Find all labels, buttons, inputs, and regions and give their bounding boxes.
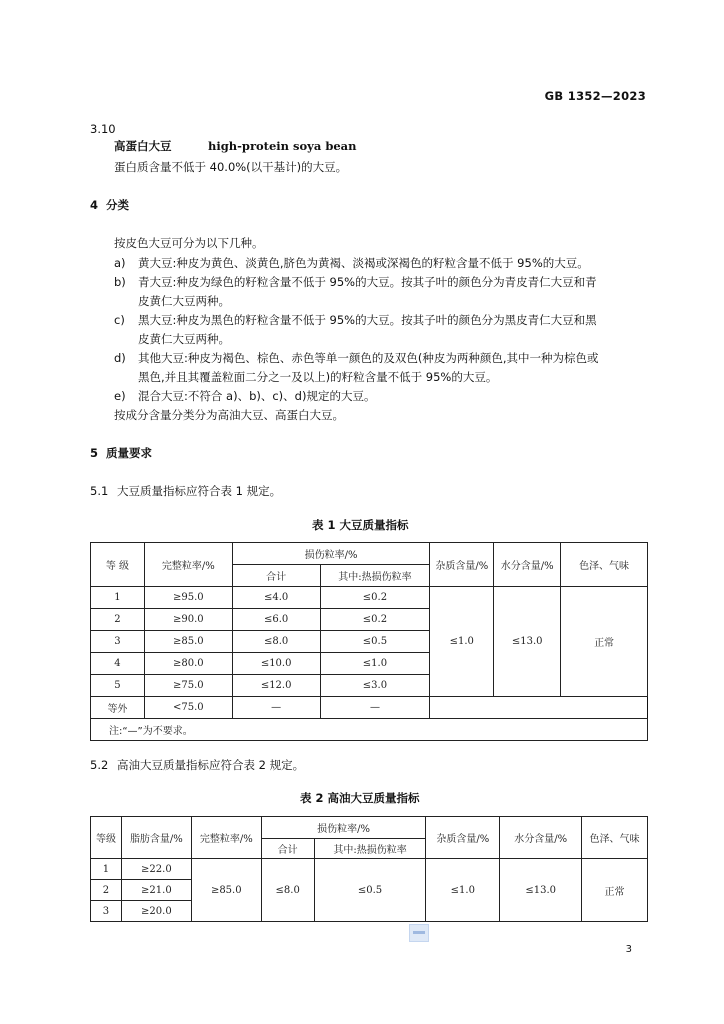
impurity-cell: ≤1.0 [430,587,494,697]
table-2-caption: 表 2 高油大豆质量指标 [300,791,420,805]
complete-cell: ≥90.0 [144,609,232,631]
page-number: 3 [625,944,632,955]
term-definition: 蛋白质含量不低于 40.0%(以干基计)的大豆。 [114,160,348,174]
table-row [91,697,648,719]
header-impurity: 杂质含量/% [426,817,500,859]
color-odor-cell: 正常 [561,587,648,697]
complete-cell: ≥80.0 [144,653,232,675]
header-color-odor: 色泽、气味 [582,817,648,859]
clause-5-2-number: 5.2 [90,758,109,772]
classification-outro: 按成分含量分类分为高油大豆、高蛋白大豆。 [114,408,344,422]
table-1-caption: 表 1 大豆质量指标 [312,518,409,532]
complete-cell: ≥95.0 [144,587,232,609]
table-row [91,587,648,609]
item-c-label: c) [114,313,125,327]
item-d-text: 其他大豆:种皮为褐色、棕色、赤色等单一颜色的及双色(种皮为两种颜色,其中一种为棕色或 [138,351,599,365]
header-damaged-rate: 损伤粒率/% [232,543,430,565]
clause-5-2-text: 高油大豆质量指标应符合表 2 规定。 [117,758,305,772]
heat-cell: ≤0.2 [320,609,430,631]
heat-cell: ≤0.5 [314,859,426,922]
heat-cell: — [320,697,430,719]
grade-cell: 1 [91,587,145,609]
total-cell: ≤8.0 [261,859,314,922]
scan-mark-icon [409,924,429,942]
header-impurity: 杂质含量/% [430,543,494,587]
complete-cell: ≥85.0 [191,859,261,922]
section-5-title: 质量要求 [106,446,152,460]
standard-code: GB 1352—2023 [544,89,646,103]
heat-cell: ≤0.2 [320,587,430,609]
header-complete-rate: 完整粒率/% [144,543,232,587]
total-cell: ≤4.0 [232,587,320,609]
item-e-label: e) [114,389,126,403]
clause-5-1-number: 5.1 [90,484,109,498]
grade-cell: 2 [91,609,145,631]
header-moisture: 水分含量/% [500,817,582,859]
table-row [91,859,648,880]
total-cell: ≤6.0 [232,609,320,631]
heat-cell: ≤0.5 [320,631,430,653]
grade-cell: 2 [91,880,122,901]
header-damaged-total: 合计 [232,565,320,587]
grade-cell: 3 [91,631,145,653]
section-5-number: 5 [90,446,99,460]
item-b-label: b) [114,275,126,289]
total-cell: — [232,697,320,719]
header-heat-damaged: 其中:热损伤粒率 [320,565,430,587]
fat-cell: ≥20.0 [121,901,191,922]
color-odor-cell: 正常 [582,859,648,922]
header-damaged-total: 合计 [261,839,314,859]
heat-cell: ≤1.0 [320,653,430,675]
complete-cell: ≥85.0 [144,631,232,653]
clause-5-1-text: 大豆质量指标应符合表 1 规定。 [117,484,282,498]
item-d-text-cont: 黑色,并且其覆盖粒面二分之一及以上)的籽粒含量不低于 95%的大豆。 [138,370,498,384]
term-english: high-protein soya bean [208,139,357,153]
complete-cell: <75.0 [144,697,232,719]
heat-cell: ≤3.0 [320,675,430,697]
high-oil-soybean-table [90,816,648,922]
header-damaged-rate: 损伤粒率/% [261,817,426,839]
item-b-text: 青大豆:种皮为绿色的籽粒含量不低于 95%的大豆。按其子叶的颜色分为青皮青仁大豆和青 [138,275,597,289]
header-complete-rate: 完整粒率/% [191,817,261,859]
grade-cell: 5 [91,675,145,697]
fat-cell: ≥22.0 [121,859,191,880]
item-e-text: 混合大豆:不符合 a)、b)、c)、d)规定的大豆。 [138,389,376,403]
total-cell: ≤12.0 [232,675,320,697]
table-1-note: 注:“—”为不要求。 [91,719,648,741]
total-cell: ≤10.0 [232,653,320,675]
item-a-text: 黄大豆:种皮为黄色、淡黄色,脐色为黄褐、淡褐或深褐色的籽粒含量不低于 95%的大豆。 [138,256,589,270]
grade-cell: 3 [91,901,122,922]
term-chinese: 高蛋白大豆 [114,139,172,153]
section-4-title: 分类 [106,198,129,212]
classification-intro: 按皮色大豆可分为以下几种。 [114,236,264,250]
grade-cell: 1 [91,859,122,880]
grade-cell: 等外 [91,697,145,719]
header-color-odor: 色泽、气味 [561,543,648,587]
complete-cell: ≥75.0 [144,675,232,697]
moisture-cell: ≤13.0 [500,859,582,922]
header-fat-content: 脂肪含量/% [121,817,191,859]
item-b-text-cont: 皮黄仁大豆两种。 [138,294,230,308]
total-cell: ≤8.0 [232,631,320,653]
fat-cell: ≥21.0 [121,880,191,901]
header-grade: 等级 [91,817,122,859]
item-a-label: a) [114,256,126,270]
header-heat-damaged: 其中:热损伤粒率 [314,839,426,859]
item-c-text-cont: 皮黄仁大豆两种。 [138,332,230,346]
impurity-cell: ≤1.0 [426,859,500,922]
moisture-cell: ≤13.0 [494,587,561,697]
soybean-quality-table [90,542,648,741]
item-d-label: d) [114,351,126,365]
grade-cell: 4 [91,653,145,675]
header-grade: 等 级 [91,543,145,587]
section-4-number: 4 [90,198,99,212]
header-moisture: 水分含量/% [494,543,561,587]
item-c-text: 黑大豆:种皮为黑色的籽粒含量不低于 95%的大豆。按其子叶的颜色分为黑皮青仁大豆和黑 [138,313,597,327]
clause-number-3-10: 3.10 [90,122,116,136]
